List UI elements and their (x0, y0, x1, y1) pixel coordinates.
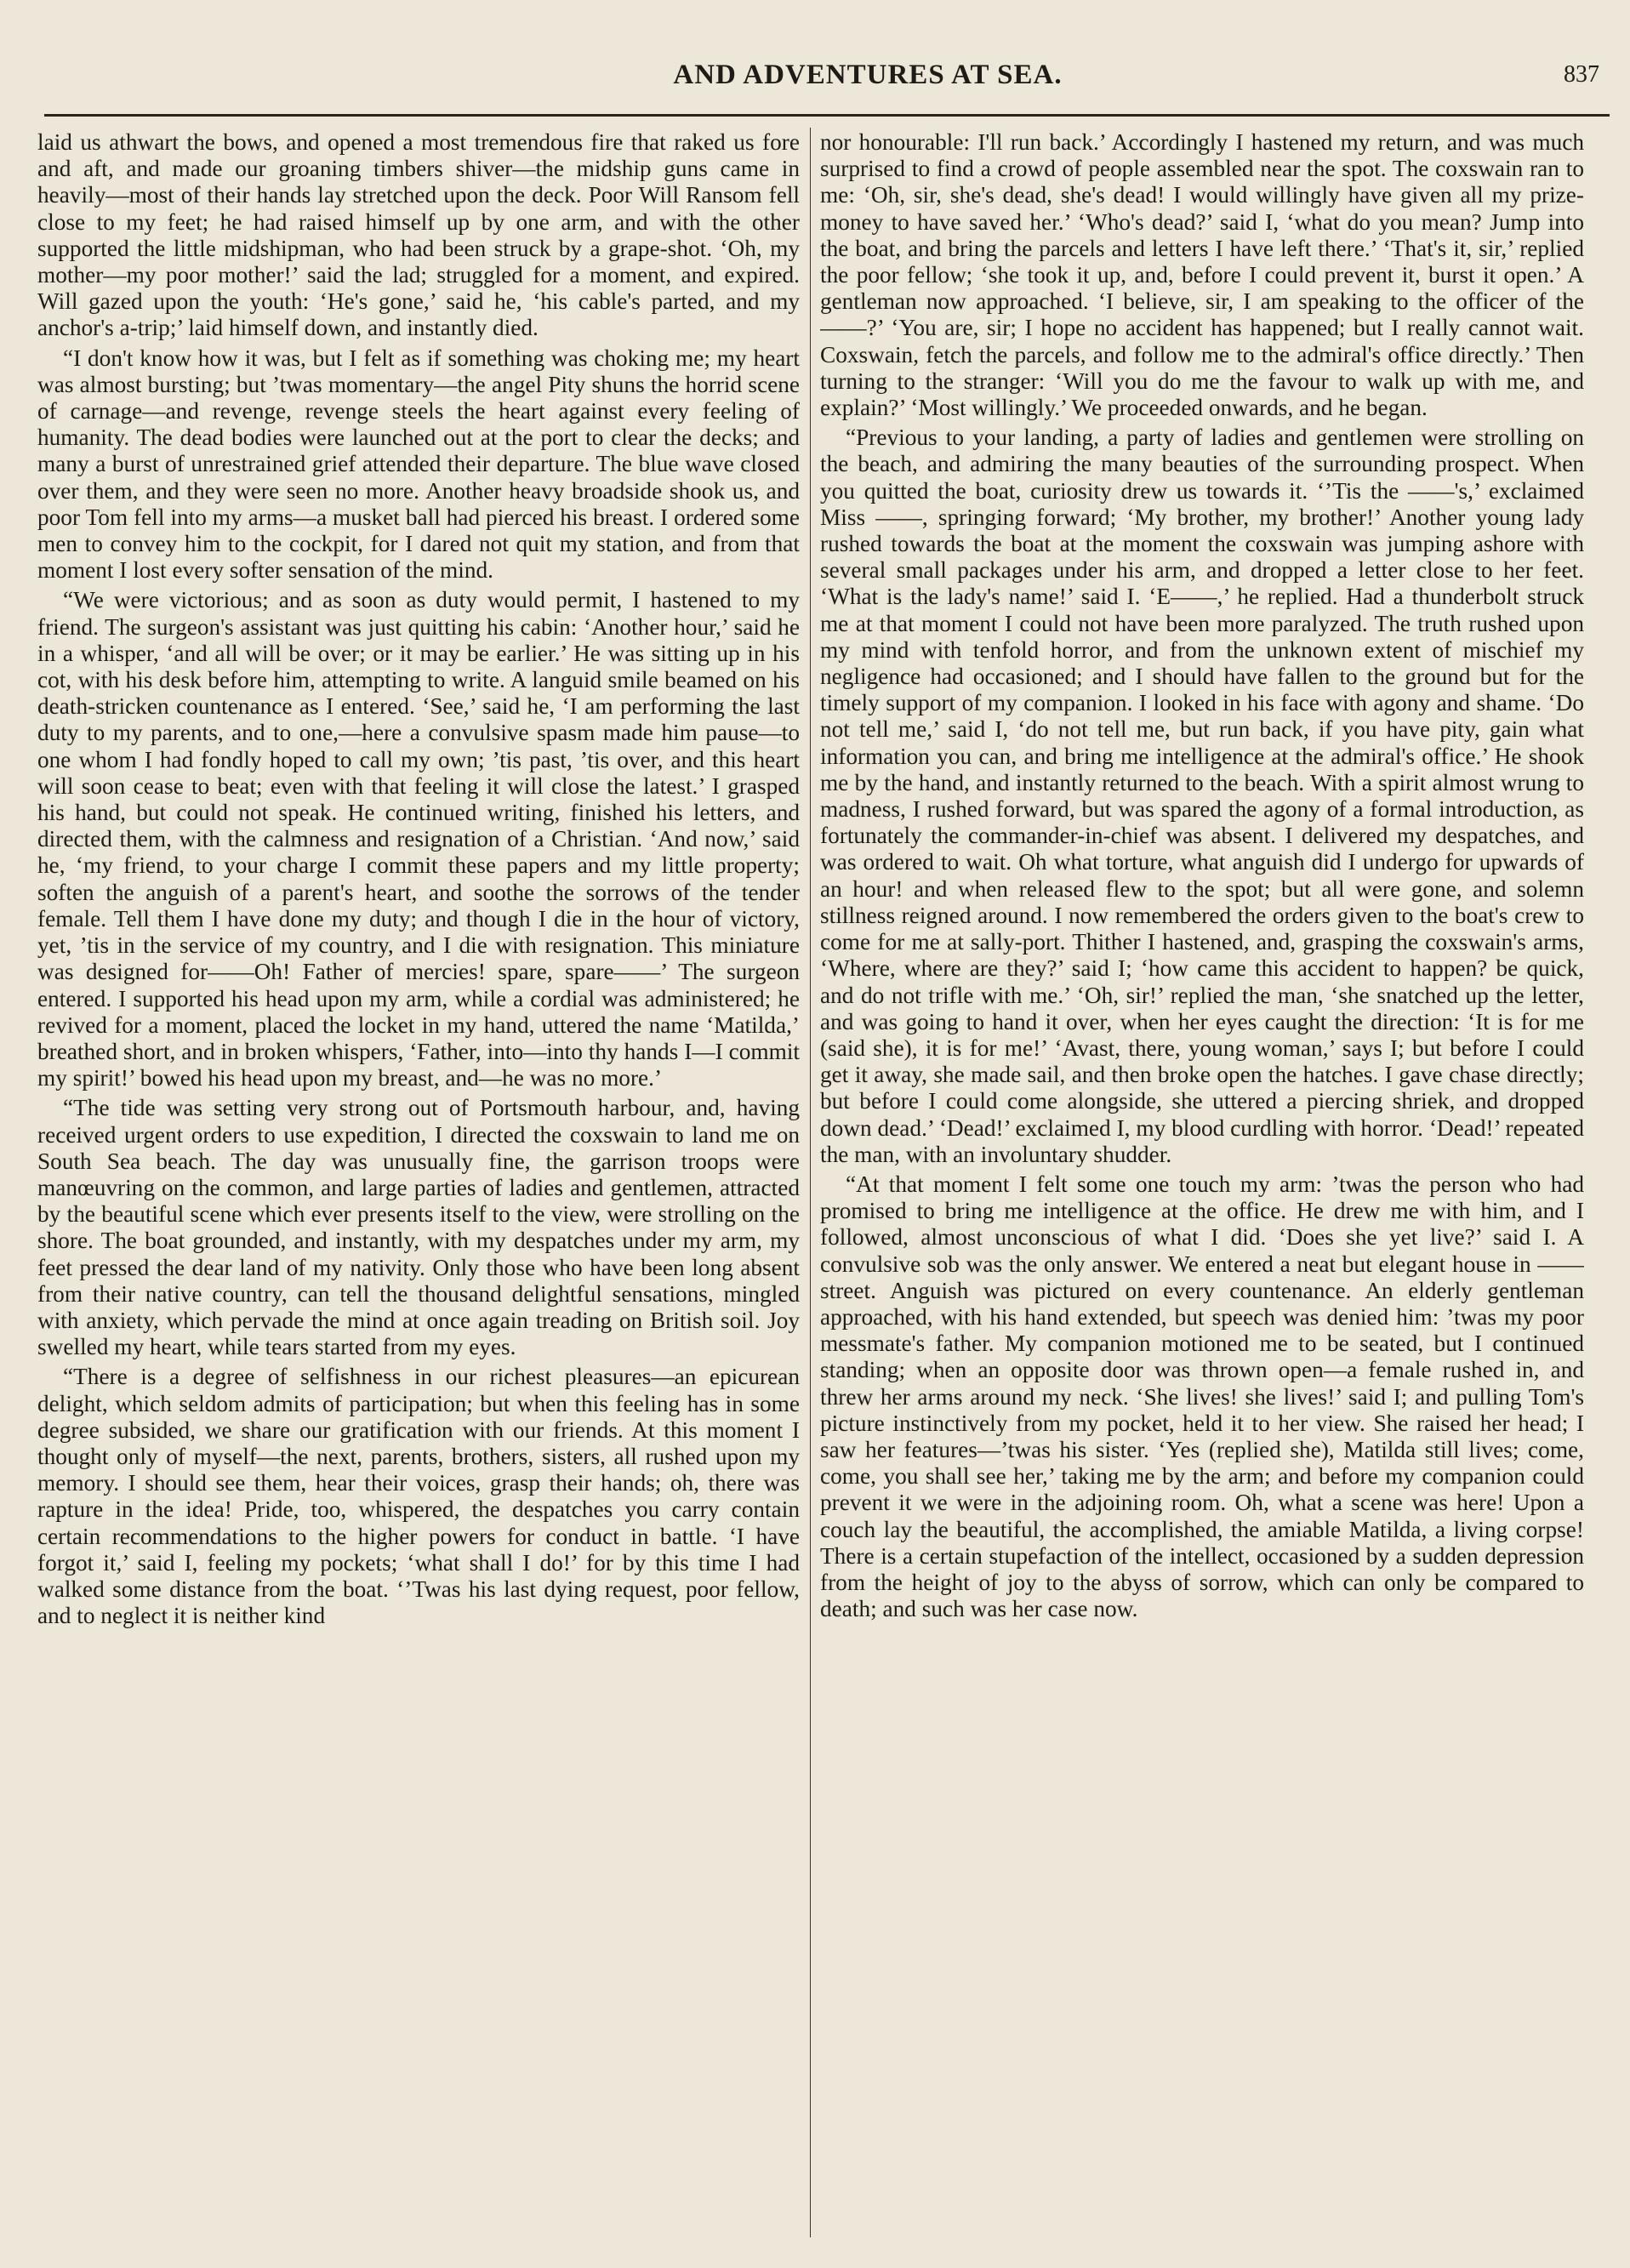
column-divider (810, 128, 811, 2237)
page-number: 837 (1564, 61, 1599, 88)
right-column (820, 129, 1584, 2231)
running-head: AND ADVENTURES AT SEA. (673, 60, 1063, 90)
paragraph: “At that moment I felt some one touch my arm: ’twas the person who had promised to bring me intelligence at the office. He drew me with him, and I followed, almost unconscious of what I did. ‘Does she yet live?’ said I. A convulsive sob was the only answer. We entered a neat but elegant house in —— street. Anguish was pictured on every countenance. An elderly gentleman approached, with his hand extended, but speech was denied him: ’twas my poor messmate's father. My companion motioned me to be seated, but I continued standing; when an opposite door was thrown open—a female rushed in, and threw her arms around my neck. ‘She lives! she lives!’ said I; and pulling Tom's picture instinctively from my pocket, held it to her view. She raised her head; I saw her features—’twas his sister. ‘Yes (replied she), Matilda still lives; come, come, you shall see her,’ taking me by the arm; and before my companion could prevent it we were in the adjoining room. Oh, what a scene was here! Upon a couch lay the beautiful, the accomplished, the amiable Matilda, a living corpse! There is a certain stupefaction of the intellect, occasioned by a sudden depression from the height of joy to the abyss of sorrow, which can only be compared to death; and such was her case now. (820, 1171, 1584, 1622)
paragraph: nor honourable: I'll run back.’ Accordingly I hastened my return, and was much surprised to find a crowd of people assembled near the spot. The coxswain ran to me: ‘Oh, sir, she's dead, she's dead! I would willingly have given all my prize-money to have saved her.’ ‘Who's dead?’ said I, ‘what do you mean? Jump into the boat, and bring the parcels and letters I have left there.’ ‘That's it, sir,’ replied the poor fellow; ‘she took it up, and, before I could prevent it, burst it open.’ A gentleman now approached. ‘I believe, sir, I am speaking to the officer of the ——?’ ‘You are, sir; I hope no accident has happened; but I really cannot wait. Coxswain, fetch the parcels, and follow me to the admiral's office directly.’ Then turning to the stranger: ‘Will you do me the favour to walk up with me, and explain?’ ‘Most willingly.’ We proceeded onwards, and he began. (820, 129, 1584, 421)
header-rule (44, 114, 1610, 117)
paragraph: “We were victorious; and as soon as duty would permit, I hastened to my friend. The surgeon's assistant was just quitting his cabin: ‘Another hour,’ said he in a whisper, ‘and all will be over; or it may be earlier.’ He was sitting up in his cot, with his desk before him, attempting to write. A languid smile beamed on his death-stricken countenance as I entered. ‘See,’ said he, ‘I am performing the last duty to my parents, and to one,—here a convulsive spasm made him pause—to one whom I had fondly hoped to call my own; ’tis past, ’tis over, and this heart will soon cease to beat; even with that feeling it will close the latest.’ I grasped his hand, but could not speak. He continued writing, finished his letters, and directed them, with the calmness and resignation of a Christian. ‘And now,’ said he, ‘my friend, to your charge I commit these papers and my little property; soften the anguish of a parent's heart, and soothe the sorrows of the tender female. Tell them I have done my duty; and though I die in the hour of victory, yet, ’tis in the service of my country, and I die with resignation. This miniature was designed for——Oh! Father of mercies! spare, spare——’ The surgeon entered. I supported his head upon my arm, while a cordial was administered; he revived for a moment, placed the locket in my hand, uttered the name ‘Matilda,’ breathed short, and in broken whispers, ‘Father, into—into thy hands I—I commit my spirit!’ bowed his head upon my breast, and—he was no more.’ (37, 587, 800, 1091)
paragraph: “I don't know how it was, but I felt as if something was choking me; my heart was almost bursting; but ’twas momentary—the angel Pity shuns the horrid scene of carnage—and revenge, revenge steels the heart against every feeling of humanity. The dead bodies were launched out at the port to clear the decks; and many a burst of unrestrained grief attended their departure. The blue wave closed over them, and they were seen no more. Another heavy broadside shook us, and poor Tom fell into my arms—a musket ball had pierced his breast. I ordered some men to convey him to the cockpit, for I dared not quit my station, and from that moment I lost every softer sensation of the mind. (37, 345, 800, 584)
paragraph: “There is a degree of selfishness in our richest pleasures—an epicurean delight, which seldom admits of participation; but when this feeling has in some degree subsided, we share our gratification with our friends. At this moment I thought only of myself—the next, parents, brothers, sisters, all rushed upon my memory. I should see them, hear their voices, grasp their hands; oh, there was rapture in the idea! Pride, too, whispered, the despatches you carry contain certain recommendations to the higher powers for conduct in battle. ‘I have forgot it,’ said I, feeling my pockets; ‘what shall I do!’ for by this time I had walked some distance from the boat. ‘’Twas his last dying request, poor fellow, and to neglect it is neither kind (37, 1364, 800, 1629)
page-header (34, 60, 1608, 102)
paragraph: “Previous to your landing, a party of ladies and gentlemen were strolling on the beach, and admiring the many beauties of the surrounding prospect. When you quitted the boat, curiosity drew us towards it. ‘’Tis the ——'s,’ exclaimed Miss ——, springing forward; ‘My brother, my brother!’ Another young lady rushed towards the boat at the moment the coxswain was jumping ashore with several small packages under his arm, and dropped a letter close to her feet. ‘What is the lady's name!’ said I. ‘E——,’ he replied. Had a thunderbolt struck me at that moment I could not have been more paralyzed. The truth rushed upon my mind with tenfold horror, and from the unknown extent of mischief my negligence had occasioned; and I should have fallen to the ground but for the timely support of my companion. I looked in his face with agony and shame. ‘Do not tell me,’ said I, ‘do not tell me, but run back, if you have pity, gain what information you can, and bring me intelligence at the admiral's office.’ He shook me by the hand, and instantly returned to the beach. With a spirit almost wrung to madness, I rushed forward, but was spared the agony of a formal introduction, as fortunately the commander-in-chief was absent. I delivered my despatches, and was ordered to wait. Oh what torture, what anguish did I undergo for upwards of an hour! and when released flew to the spot; but all were gone, and solemn stillness reigned around. I now remembered the orders given to the boat's crew to come for me at sally-port. Thither I hastened, and, grasping the coxswain's arms, ‘Where, where are they?’ said I; ‘how came this accident to happen? be quick, and do not trifle with me.’ ‘Oh, sir!’ replied the man, ‘she snatched up the letter, and was going to hand it over, when her eyes caught the direction: ‘It is for me (said she), it is for me!’ ‘Avast, there, young woman,’ says I; but before I could get it away, she made sail, and then broke open the hatches. I gave chase directly; but before I could come alongside, she uttered a piercing shriek, and dropped down dead.’ ‘Dead!’ exclaimed I, my blood curdling with horror. ‘Dead!’ repeated the man, with an involuntary shudder. (820, 425, 1584, 1167)
paragraph: laid us athwart the bows, and opened a most tremendous fire that raked us fore and aft, and made our groaning timbers shiver—the midship guns came in heavily—most of their hands lay stretched upon the deck. Poor Will Ransom fell close to my feet; he had raised himself up by one arm, and with the other supported the little midshipman, who had been struck by a grape-shot. ‘Oh, my mother—my poor mother!’ said the lad; struggled for a moment, and expired. Will gazed upon the youth: ‘He's gone,’ said he, ‘his cable's parted, and my anchor's a-trip;’ laid himself down, and instantly died. (37, 129, 800, 341)
paragraph: “The tide was setting very strong out of Portsmouth harbour, and, having received urgent orders to use expedition, I directed the coxswain to land me on South Sea beach. The day was unusually fine, the garrison troops were manœuvring on the common, and large parties of ladies and gentlemen, attracted by the beautiful scene which ever presents itself to the view, were strolling on the shore. The boat grounded, and instantly, with my despatches under my arm, my feet pressed the dear land of my nativity. Only those who have been long absent from their native country, can tell the thousand delightful sensations, mingled with anxiety, which pervade the mind at once again treading on British soil. Joy swelled my heart, while tears started from my eyes. (37, 1095, 800, 1360)
left-column (37, 129, 800, 2231)
